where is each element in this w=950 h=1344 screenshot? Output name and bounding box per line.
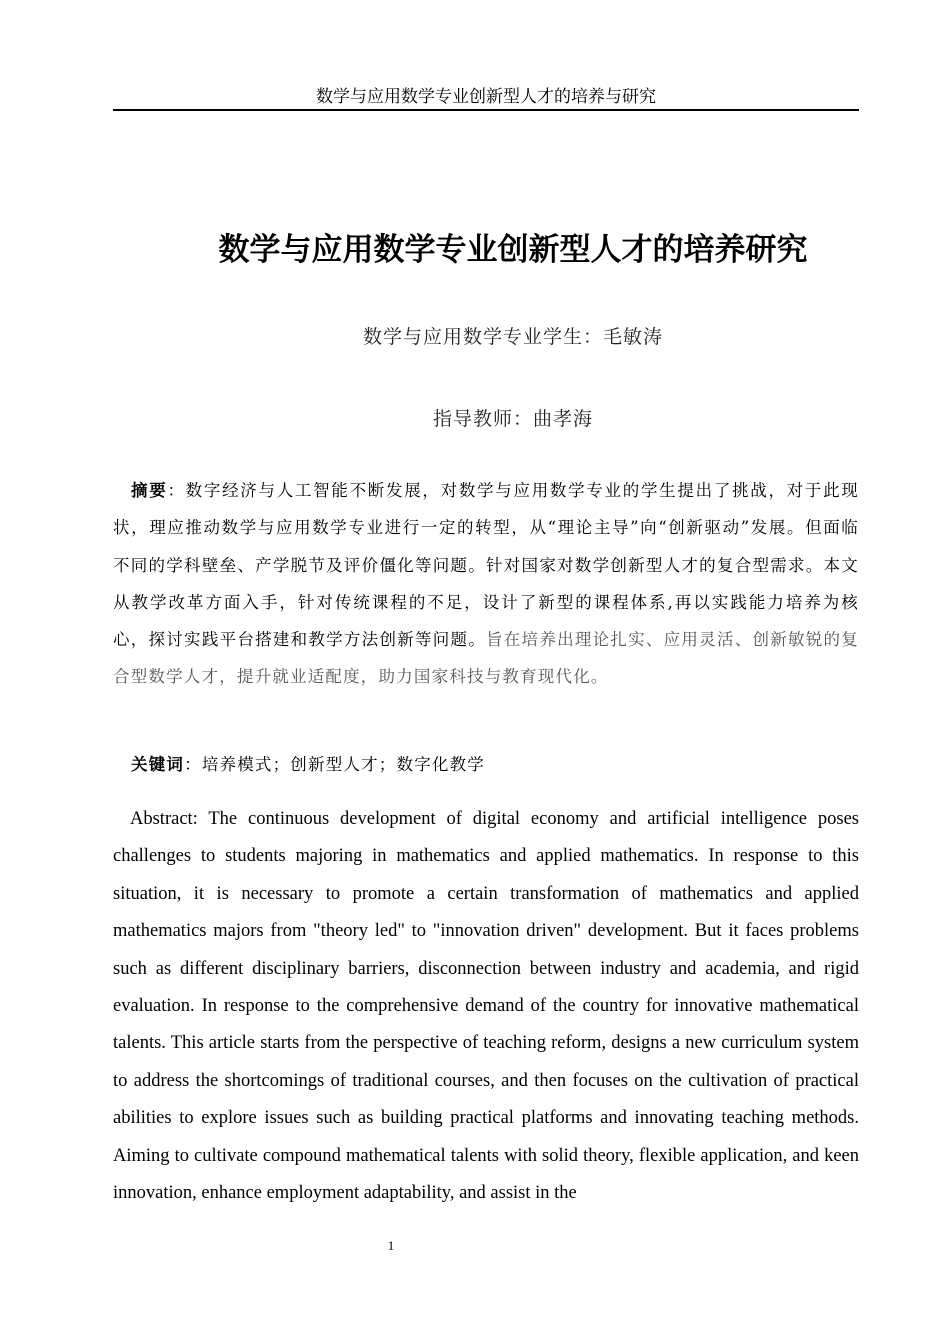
running-header: 数学与应用数学专业创新型人才的培养与研究	[316, 87, 656, 107]
page-title: 数学与应用数学专业创新型人才的培养研究	[218, 232, 808, 268]
chinese-abstract	[113, 472, 859, 696]
keywords-text: 培养模式；创新型人才；数字化教学	[201, 755, 486, 774]
page-number: 1	[387, 1238, 395, 1253]
english-abstract: Abstract: The continuous development of digital economy and artificial intelligence poses challenges to students majoring in mathematics and applied mathematics. In response to this situation, it is necessary to promote a certain transformation of mathematics and applied mathematics majors from "theory led" to "innovation driven" development. But it faces problems such as different disciplinary barriers, disconnection between industry and academia, and rigid evaluation. In response to the comprehensive demand of the country for innovative mathematical talents. This article starts from the perspective of teaching reform, designs a new curriculum system to address the shortcomings of traditional courses, and then focuses on the cultivation of practical abilities to explore issues such as building practical platforms and innovating teaching methods. Aiming to cultivate compound mathematical talents with solid theory, flexible application, and keen innovation, enhance employment adaptability, and assist in the	[113, 809, 859, 1204]
author-line: 数学与应用数学专业学生：毛敏涛	[362, 326, 663, 348]
header-rule	[113, 109, 859, 111]
abstract-label-sep: ：	[167, 481, 186, 500]
abstract-text-faint: 旨在培养出理论扎实、应用灵活、创新敏锐的复合型数学人才，提升就业适配度，助力国家科技与教育现代化。	[113, 630, 859, 687]
advisor-line: 指导教师：曲孝海	[432, 408, 593, 430]
keywords	[131, 750, 485, 780]
abstract-label: 摘要	[131, 481, 168, 500]
abstract-text: 数字经济与人工智能不断发展，对数学与应用数学专业的学生提出了挑战，对于此现状，理应推动数学与应用数学专业进行一定的转型，从“理论主导”向“创新驱动”发展。但面临不同的学科壁垒、产学脱节及评价僵化等问题。针对国家对数学创新型人才的复合型需求。本文从教学改革方面入手，针对传统课程的不足，设计了新型的课程体系,再以实践能力培养为核心，探讨实践平台搭建和教学方法创新等问题。	[113, 481, 860, 650]
keywords-label: 关键词	[131, 755, 185, 774]
keywords-sep: ：	[184, 755, 202, 774]
